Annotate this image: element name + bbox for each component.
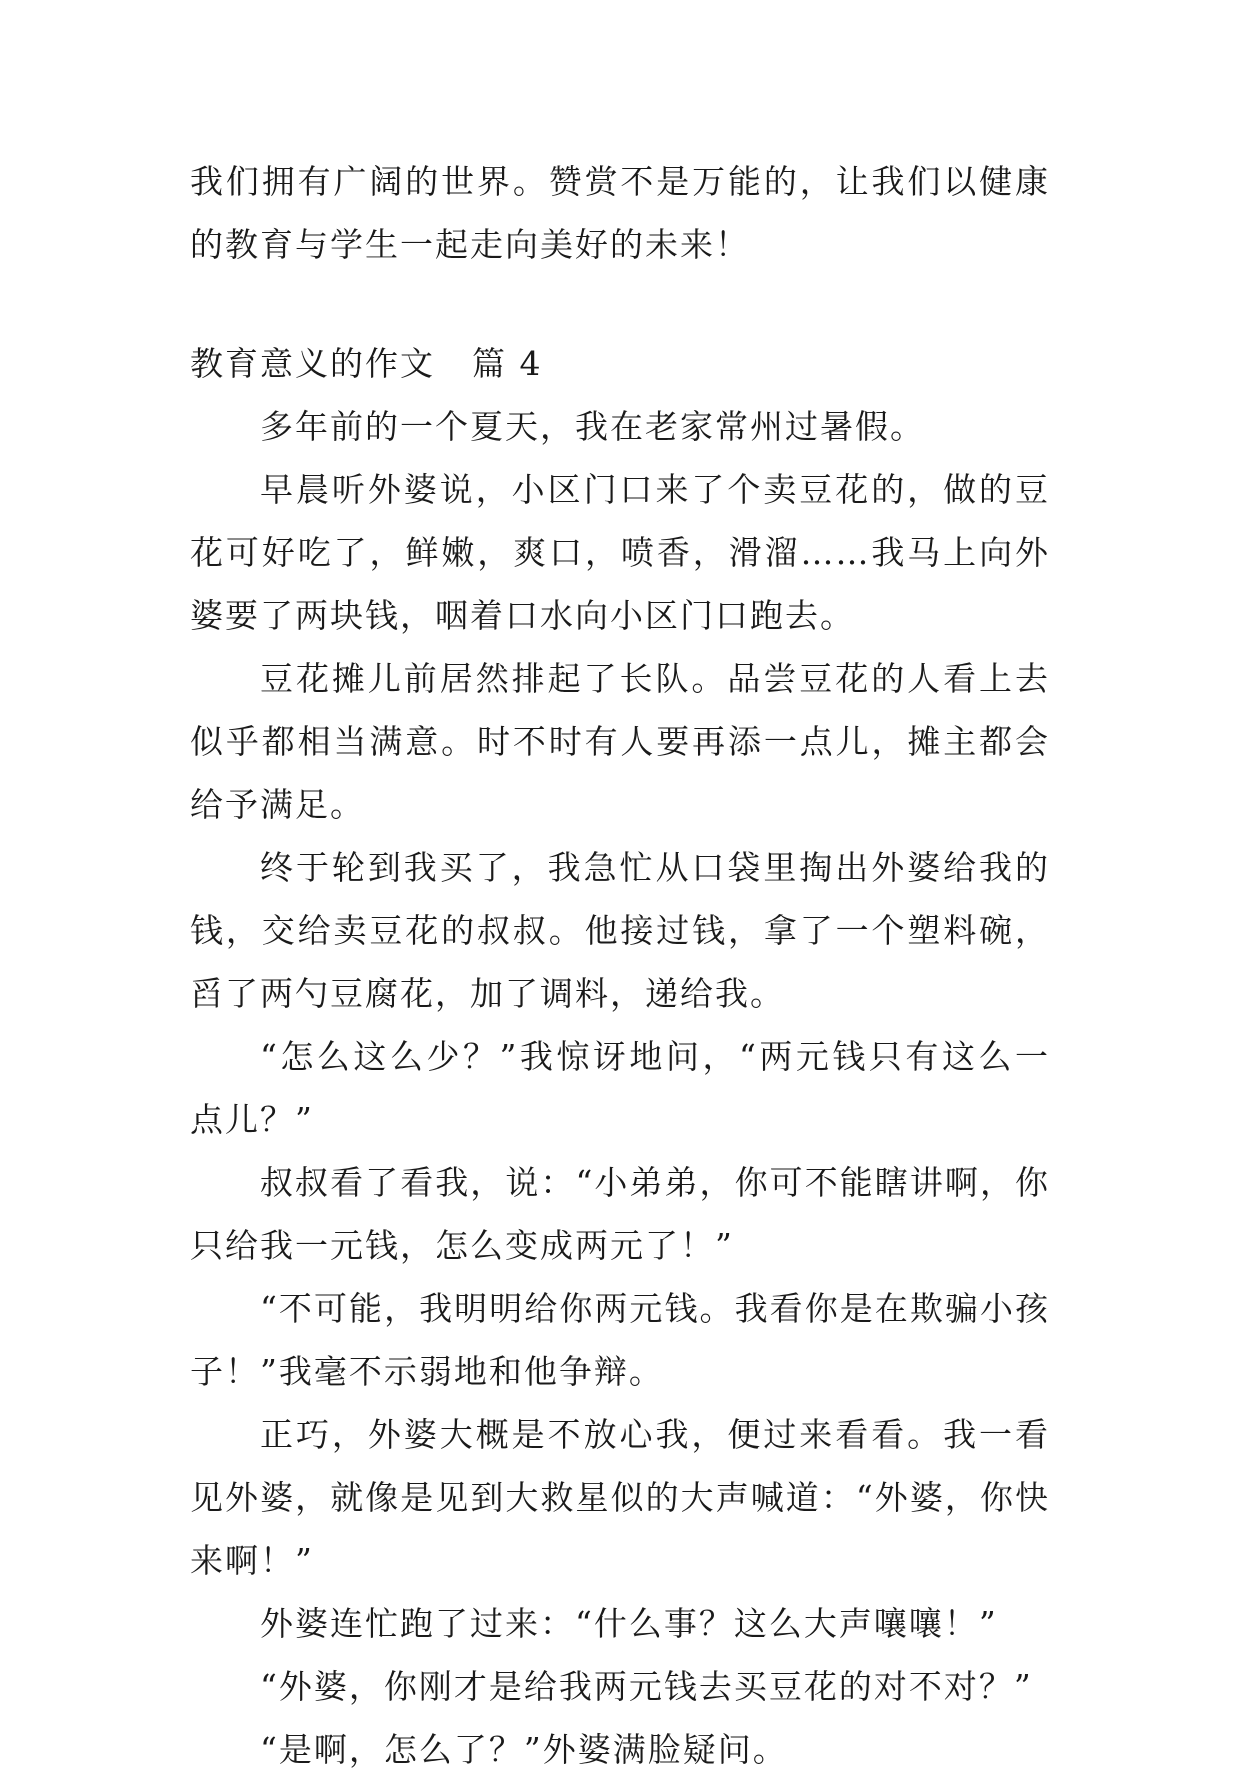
paragraph: 正巧，外婆大概是不放心我，便过来看看。我一看见外婆，就像是见到大救星似的大声喊道：“外婆，你快来啊！” <box>190 1415 1050 1580</box>
paragraph: “不可能，我明明给你两元钱。我看你是在欺骗小孩子！”我毫不示弱地和他争辩。 <box>190 1289 1050 1391</box>
intro-paragraph: 我们拥有广阔的世界。赞赏不是万能的，让我们以健康的教育与学生一起走向美好的未来！ <box>190 162 1050 264</box>
paragraph: 外婆连忙跑了过来：“什么事？这么大声嚷嚷！” <box>260 1604 998 1643</box>
paragraph: 终于轮到我买了，我急忙从口袋里掏出外婆给我的钱，交给卖豆花的叔叔。他接过钱，拿了一个塑料碗，舀了两勺豆腐花，加了调料，递给我。 <box>190 848 1050 1013</box>
paragraph: 多年前的一个夏天，我在老家常州过暑假。 <box>260 407 925 446</box>
section-label: 篇 4 <box>472 344 543 383</box>
paragraph: 叔叔看了看我，说：“小弟弟，你可不能瞎讲啊，你只给我一元钱，怎么变成两元了！” <box>190 1163 1050 1265</box>
essay-body <box>190 395 1050 1781</box>
paragraph: “外婆，你刚才是给我两元钱去买豆花的对不对？” <box>260 1667 1033 1706</box>
section-heading <box>190 332 543 395</box>
paragraph: 早晨听外婆说，小区门口来了个卖豆花的，做的豆花可好吃了，鲜嫩，爽口，喷香，滑溜……我马上向外婆要了两块钱，咽着口水向小区门口跑去。 <box>190 470 1050 635</box>
intro-block <box>190 150 1050 276</box>
section-title: 教育意义的作文 <box>190 344 435 383</box>
paragraph: 豆花摊儿前居然排起了长队。品尝豆花的人看上去似乎都相当满意。时不时有人要再添一点儿，摊主都会给予满足。 <box>190 659 1050 824</box>
paragraph: “怎么这么少？”我惊讶地问，“两元钱只有这么一点儿？” <box>190 1037 1050 1139</box>
paragraph: “是啊，怎么了？”外婆满脸疑问。 <box>260 1730 788 1769</box>
